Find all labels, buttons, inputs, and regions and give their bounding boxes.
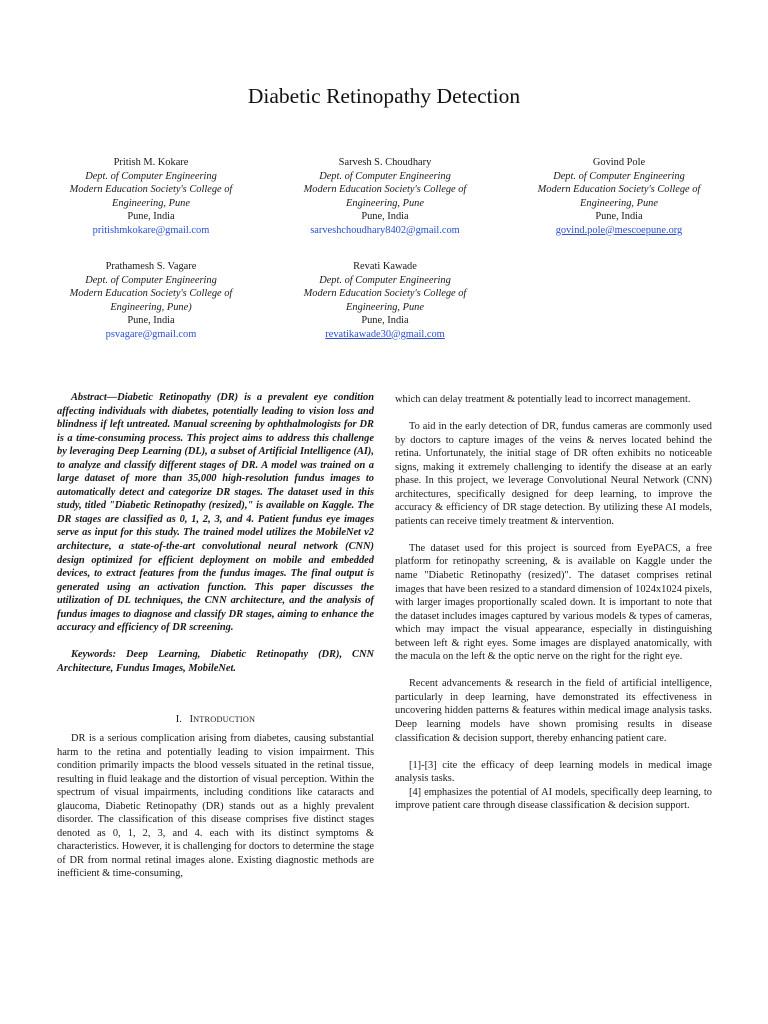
author-college: Modern Education Society's College of Engineering, Pune — [69, 184, 233, 209]
author-dept: Dept. of Computer Engineering — [553, 170, 685, 182]
author-location: Pune, India — [595, 211, 643, 222]
author-location: Pune, India — [127, 315, 175, 326]
author-name: Sarvesh S. Choudhary — [338, 157, 432, 168]
author-college: Modern Education Society's College of Engineering, Pune — [303, 184, 467, 209]
author-dept: Dept. of Computer Engineering — [319, 274, 451, 286]
author-dept: Dept. of Computer Engineering — [319, 170, 451, 182]
author-name: Pritish M. Kokare — [113, 157, 189, 168]
left-column — [57, 391, 374, 881]
author-email[interactable]: pritishmkokare@gmail.com — [92, 224, 210, 236]
section-title-rest: NTRODUCTION — [193, 715, 256, 725]
intro-paragraph: DR is a serious complication arising from diabetes, causing substantial harm to the retina and potentially leading to vision impairment. This condition primarily impacts the blood vessels situated in the retinal tissue, resulting in fluid leakage and the distortion of visual perception. Within the spectrum of visual impairments, including conditions like cataracts and glaucoma, Diabetic Retinopathy (DR) stands out as a highly prevalent disorder. The classification of this disease comprises five distinct stages denoted as 0, 1, 2, 3, and 4. each with its distinct symptoms & characteristics. However, it is challenging for doctors to determine the stage of DR from normal retinal images alone. Existing diagnostic methods are inefficient & time-consuming, — [57, 732, 374, 880]
section-first-letter: I — [189, 714, 194, 726]
author-location: Pune, India — [361, 211, 409, 222]
abstract: Abstract—Diabetic Retinopathy (DR) is a prevalent eye condition affecting individuals with diabetes, potentially leading to vision loss and blindness if left untreated. Manual screening by ophthalmologists for DR is a time-consuming process. This project aims to address this challenge by leveraging Deep Learning (DL), a subset of Artificial Intelligence (AI), to analyze and classify different stages of DR. A model was trained on a large dataset of more than 35,000 high-resolution fundus images to automatically detect and categorize DR stages. The dataset used in this study, titled "Diabetic Retinopathy (resized)," is available on Kaggle. The DR stages are classified as 0, 1, 2, 3, and 4. Patient fundus eye images serve as input for this study. The trained model utilizes the MobileNet v2 architecture, a state-of-the-art convolutional neural network (CNN) design optimized for efficient deployment on mobile and embedded devices, to extract features from the fundus images. The final output is generated using an activation function. This paper discusses the utilization of DL techniques, the CNN architecture, and the analysis of fundus images to diagnose and classify DR stages, aiming to enhance the accuracy and efficiency of DR screening. — [57, 392, 374, 634]
author-college: Modern Education Society's College of Engineering, Pune — [303, 288, 467, 313]
author-block — [285, 156, 485, 237]
section-heading — [57, 713, 374, 727]
author-dept: Dept. of Computer Engineering — [85, 170, 217, 182]
author-location: Pune, India — [127, 211, 175, 222]
keywords: Keywords: Deep Learning, Diabetic Retinopathy (DR), CNN Architecture, Fundus Images, MobileNet. — [57, 649, 374, 674]
author-college: Modern Education Society's College of Engineering, Pune — [537, 184, 701, 209]
author-block — [519, 156, 719, 237]
paragraph: [4] emphasizes the potential of AI models, specifically deep learning, to improve patient care through disease classification & decision support. — [395, 786, 712, 812]
paragraph: which can delay treatment & potentially lead to incorrect management. — [395, 394, 691, 405]
author-email[interactable]: revatikawade30@gmail.com — [325, 328, 445, 340]
paragraph: To aid in the early detection of DR, fundus cameras are commonly used by doctors to capture images of the veins & nerves located behind the retina. Unfortunately, the initial stage of DR often exhibits no noticeable signs, making it extremely challenging to identify the disease at an early phase. In this project, we leverage Convolutional Neural Network (CNN) architectures, specifically designed for deep learning, to improve the accuracy & efficiency of DR stage detection. By utilizing these AI models, patients can receive timely treatment & intervention. — [395, 421, 712, 527]
author-location: Pune, India — [361, 315, 409, 326]
author-name: Revati Kawade — [353, 261, 417, 272]
author-college: Modern Education Society's College of Engineering, Pune) — [69, 288, 233, 313]
author-email[interactable]: psvagare@gmail.com — [105, 328, 197, 340]
author-email[interactable]: sarveshchoudhary8402@gmail.com — [310, 224, 460, 236]
author-name: Govind Pole — [592, 157, 646, 168]
author-email[interactable]: govind.pole@mescoepune.org — [555, 224, 683, 236]
section-number: I. — [175, 714, 182, 726]
author-name: Prathamesh S. Vagare — [105, 261, 197, 272]
right-column — [395, 393, 712, 813]
paper-title: Diabetic Retinopathy Detection — [247, 84, 521, 109]
paragraph: The dataset used for this project is sourced from EyePACS, a free platform for retinopathy screening, & is available on Kaggle under the name "Diabetic Retinopathy (resized)". The dataset comprises retinal images that have been resized to a standard dimension of 1024x1024 pixels, with larger images proportionally scaled down. It is important to note that the dataset includes images captured by various models & types of cameras, which may impact the visual appearance, especially in distinguishing between left & right eyes. Some images are displayed anatomically, with the macula on the left & the optic nerve on the right for the right eye. — [395, 542, 712, 663]
author-block — [51, 260, 251, 341]
author-dept: Dept. of Computer Engineering — [85, 274, 217, 286]
paragraph: [1]-[3] cite the efficacy of deep learning models in medical image analysis tasks. — [395, 759, 712, 785]
author-block — [285, 260, 485, 341]
author-block — [51, 156, 251, 237]
paragraph: Recent advancements & research in the field of artificial intelligence, particularly in deep learning, have demonstrated its effectiveness in uncovering hidden patterns & features within medical image analysis tasks. Deep learning models have shown promising results in disease classification & decision support, thereby enhancing patient care. — [395, 678, 712, 744]
